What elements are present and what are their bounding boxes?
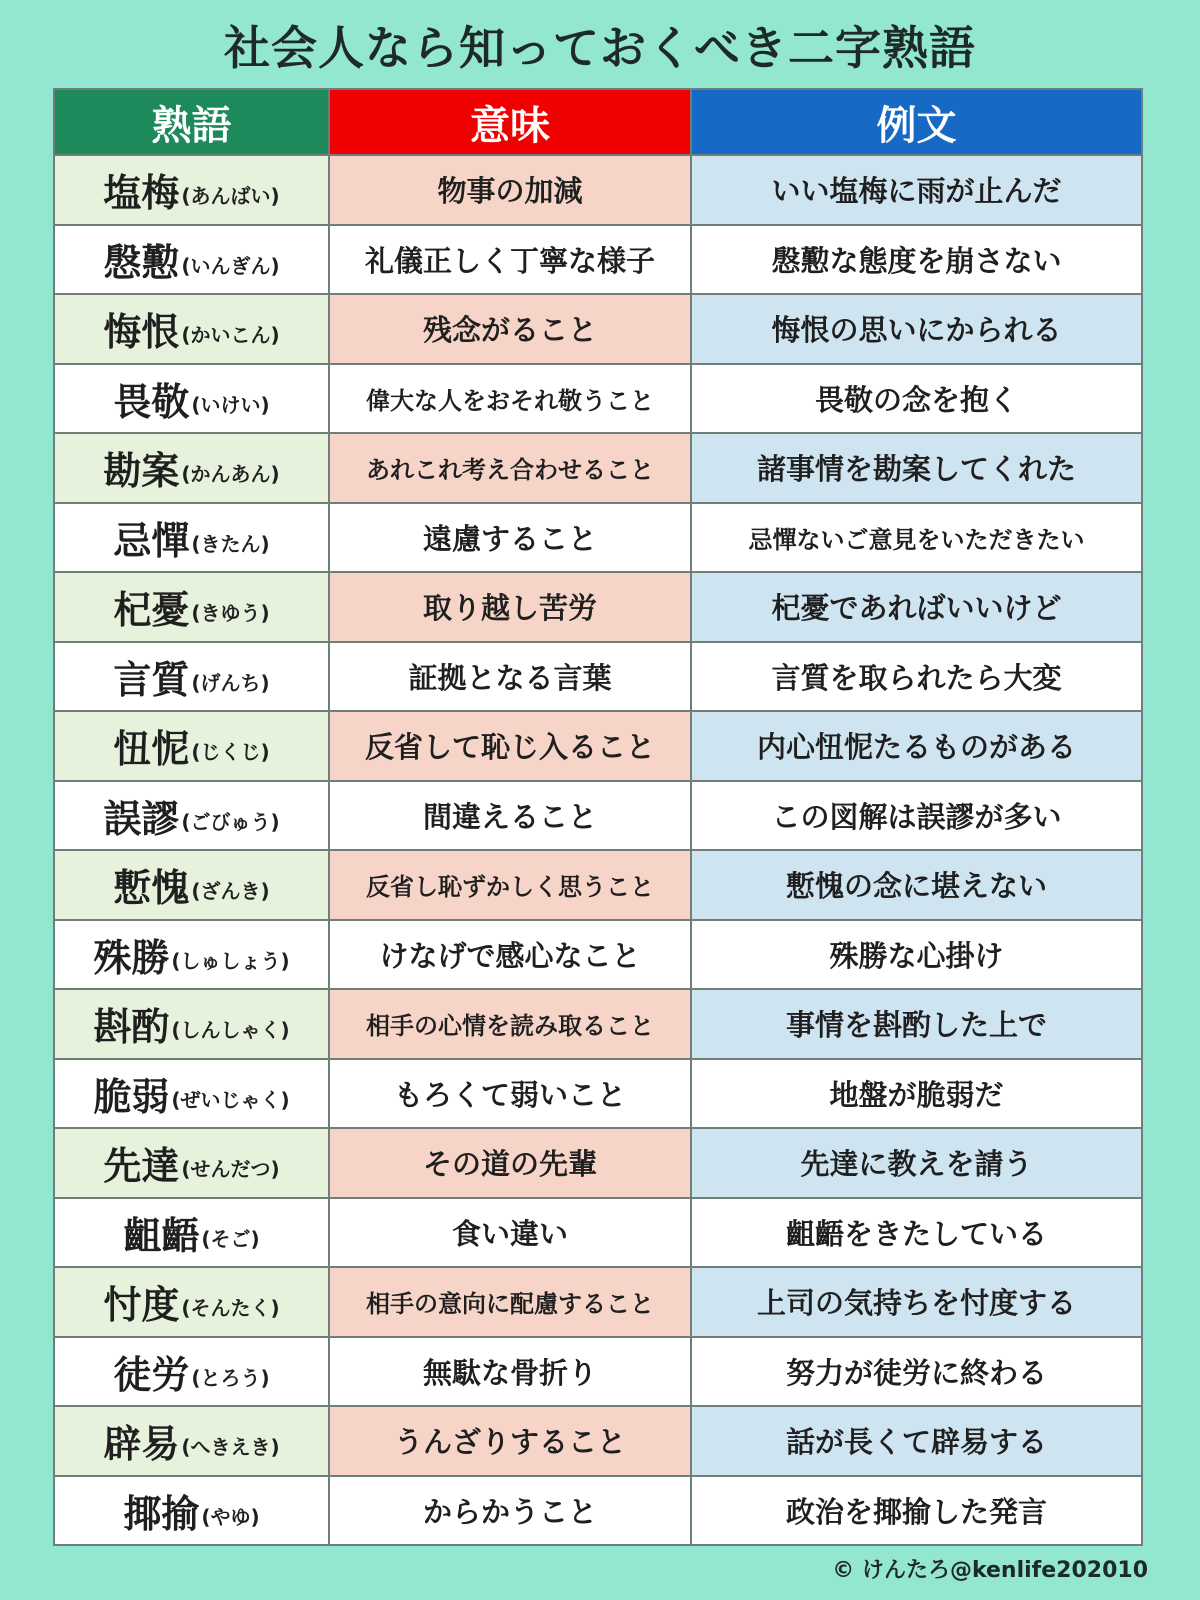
word-text: 先達 — [103, 1144, 180, 1189]
reading-text: (ざんき) — [191, 879, 270, 904]
reading-text: (やゆ) — [201, 1504, 260, 1529]
word-text: 殊勝 — [93, 935, 170, 980]
word-cell — [55, 921, 328, 989]
example-cell: 政治を揶揄した発言 — [690, 1477, 1141, 1545]
word-text: 塩梅 — [103, 171, 180, 216]
meaning-cell: 無駄な骨折り — [328, 1338, 690, 1406]
example-cell: いい塩梅に雨が止んだ — [690, 156, 1141, 224]
meaning-cell: 物事の加減 — [328, 156, 690, 224]
example-cell: 殊勝な心掛け — [690, 921, 1141, 989]
table-row — [55, 780, 1141, 850]
meaning-cell: 間違えること — [328, 782, 690, 850]
reading-text: (いんぎん) — [181, 253, 280, 278]
meaning-cell: 食い違い — [328, 1199, 690, 1267]
meaning-cell: 証拠となる言葉 — [328, 643, 690, 711]
meaning-cell: その道の先輩 — [328, 1129, 690, 1197]
example-cell: 杞憂であればいいけど — [690, 573, 1141, 641]
reading-text: (せんだつ) — [181, 1157, 280, 1182]
word-text: 悔恨 — [103, 310, 180, 355]
table-row — [55, 710, 1141, 780]
word-cell — [55, 573, 328, 641]
table-row — [55, 1336, 1141, 1406]
example-cell: 言質を取られたら大変 — [690, 643, 1141, 711]
word-text: 慙愧 — [113, 866, 190, 911]
word-cell — [55, 365, 328, 433]
word-cell — [55, 295, 328, 363]
word-text: 言質 — [113, 657, 190, 702]
word-cell — [55, 643, 328, 711]
meaning-cell: けなげで感心なこと — [328, 921, 690, 989]
word-cell — [55, 434, 328, 502]
reading-text: (かんあん) — [181, 462, 280, 487]
word-text: 杞憂 — [113, 588, 190, 633]
word-cell — [55, 1477, 328, 1545]
table-row — [55, 1127, 1141, 1197]
word-text: 勘案 — [103, 449, 180, 494]
table-row — [55, 571, 1141, 641]
copyright-credit: © けんたろ@kenlife202010 — [832, 1558, 1148, 1583]
word-cell — [55, 1407, 328, 1475]
word-text: 畏敬 — [113, 379, 190, 424]
word-cell — [55, 156, 328, 224]
example-cell: 悔恨の思いにかられる — [690, 295, 1141, 363]
reading-text: (しゅしょう) — [171, 948, 290, 973]
example-cell: 忌憚ないご意見をいただきたい — [690, 504, 1141, 572]
reading-text: (じくじ) — [191, 740, 270, 765]
meaning-cell: もろくて弱いこと — [328, 1060, 690, 1128]
table-row — [55, 1058, 1141, 1128]
word-cell — [55, 1268, 328, 1336]
meaning-cell: うんざりすること — [328, 1407, 690, 1475]
word-text: 誤謬 — [103, 796, 180, 841]
reading-text: (かいこん) — [181, 323, 280, 348]
table-row — [55, 502, 1141, 572]
table-row — [55, 1475, 1141, 1545]
table-row — [55, 849, 1141, 919]
word-text: 齟齬 — [123, 1213, 200, 1258]
meaning-cell: 相手の意向に配慮すること — [328, 1268, 690, 1336]
example-cell: 齟齬をきたしている — [690, 1199, 1141, 1267]
meaning-cell: 偉大な人をおそれ敬うこと — [328, 365, 690, 433]
table-row — [55, 1266, 1141, 1336]
example-cell: 慙愧の念に堪えない — [690, 851, 1141, 919]
word-cell — [55, 712, 328, 780]
reading-text: (げんち) — [191, 670, 270, 695]
word-cell — [55, 990, 328, 1058]
reading-text: (きたん) — [191, 531, 270, 556]
example-cell: 慇懃な態度を崩さない — [690, 226, 1141, 294]
word-text: 忖度 — [103, 1283, 180, 1328]
table-row — [55, 224, 1141, 294]
reading-text: (あんばい) — [181, 184, 280, 209]
word-text: 脆弱 — [93, 1074, 170, 1119]
word-cell — [55, 226, 328, 294]
header-word: 熟語 — [55, 90, 328, 154]
header-meaning: 意味 — [328, 90, 690, 154]
table-row — [55, 154, 1141, 224]
word-text: 忌憚 — [113, 518, 190, 563]
word-cell — [55, 1338, 328, 1406]
table-row — [55, 1405, 1141, 1475]
example-cell: 上司の気持ちを忖度する — [690, 1268, 1141, 1336]
meaning-cell: 取り越し苦労 — [328, 573, 690, 641]
example-cell: 諸事情を勘案してくれた — [690, 434, 1141, 502]
example-cell: 地盤が脆弱だ — [690, 1060, 1141, 1128]
word-text: 忸怩 — [113, 727, 190, 772]
word-cell — [55, 851, 328, 919]
reading-text: (ごびゅう) — [181, 809, 280, 834]
meaning-cell: 反省して恥じ入ること — [328, 712, 690, 780]
table-row — [55, 363, 1141, 433]
reading-text: (きゆう) — [191, 601, 270, 626]
table-row — [55, 919, 1141, 989]
word-cell — [55, 1199, 328, 1267]
page-title: 社会人なら知っておくべき二字熟語 — [224, 21, 976, 75]
table-row — [55, 988, 1141, 1058]
reading-text: (しんしゃく) — [171, 1018, 290, 1043]
word-cell — [55, 1129, 328, 1197]
reading-text: (そんたく) — [181, 1296, 280, 1321]
word-text: 揶揄 — [123, 1491, 200, 1536]
header-example: 例文 — [690, 90, 1141, 154]
word-text: 辟易 — [103, 1422, 180, 1467]
reading-text: (ぜいじゃく) — [171, 1087, 290, 1112]
meaning-cell: 相手の心情を読み取ること — [328, 990, 690, 1058]
meaning-cell: 残念がること — [328, 295, 690, 363]
example-cell: 内心忸怩たるものがある — [690, 712, 1141, 780]
table-row — [55, 293, 1141, 363]
table-row — [55, 641, 1141, 711]
meaning-cell: 遠慮すること — [328, 504, 690, 572]
meaning-cell: 反省し恥ずかしく思うこと — [328, 851, 690, 919]
word-text: 慇懃 — [103, 240, 180, 285]
word-cell — [55, 1060, 328, 1128]
example-cell: 先達に教えを請う — [690, 1129, 1141, 1197]
meaning-cell: あれこれ考え合わせること — [328, 434, 690, 502]
example-cell: 話が長くて辟易する — [690, 1407, 1141, 1475]
meaning-cell: 礼儀正しく丁寧な様子 — [328, 226, 690, 294]
example-cell: 事情を斟酌した上で — [690, 990, 1141, 1058]
reading-text: (いけい) — [191, 392, 270, 417]
table-row — [55, 432, 1141, 502]
reading-text: (へきえき) — [181, 1435, 280, 1460]
word-cell — [55, 504, 328, 572]
table-header — [55, 90, 1141, 154]
example-cell: 努力が徒労に終わる — [690, 1338, 1141, 1406]
word-cell — [55, 782, 328, 850]
reading-text: (そご) — [201, 1226, 260, 1251]
example-cell: この図解は誤謬が多い — [690, 782, 1141, 850]
word-text: 徒労 — [113, 1352, 190, 1397]
reading-text: (とろう) — [191, 1365, 270, 1390]
word-text: 斟酌 — [93, 1005, 170, 1050]
table-row — [55, 1197, 1141, 1267]
meaning-cell: からかうこと — [328, 1477, 690, 1545]
vocabulary-table — [53, 88, 1143, 1546]
example-cell: 畏敬の念を抱く — [690, 365, 1141, 433]
